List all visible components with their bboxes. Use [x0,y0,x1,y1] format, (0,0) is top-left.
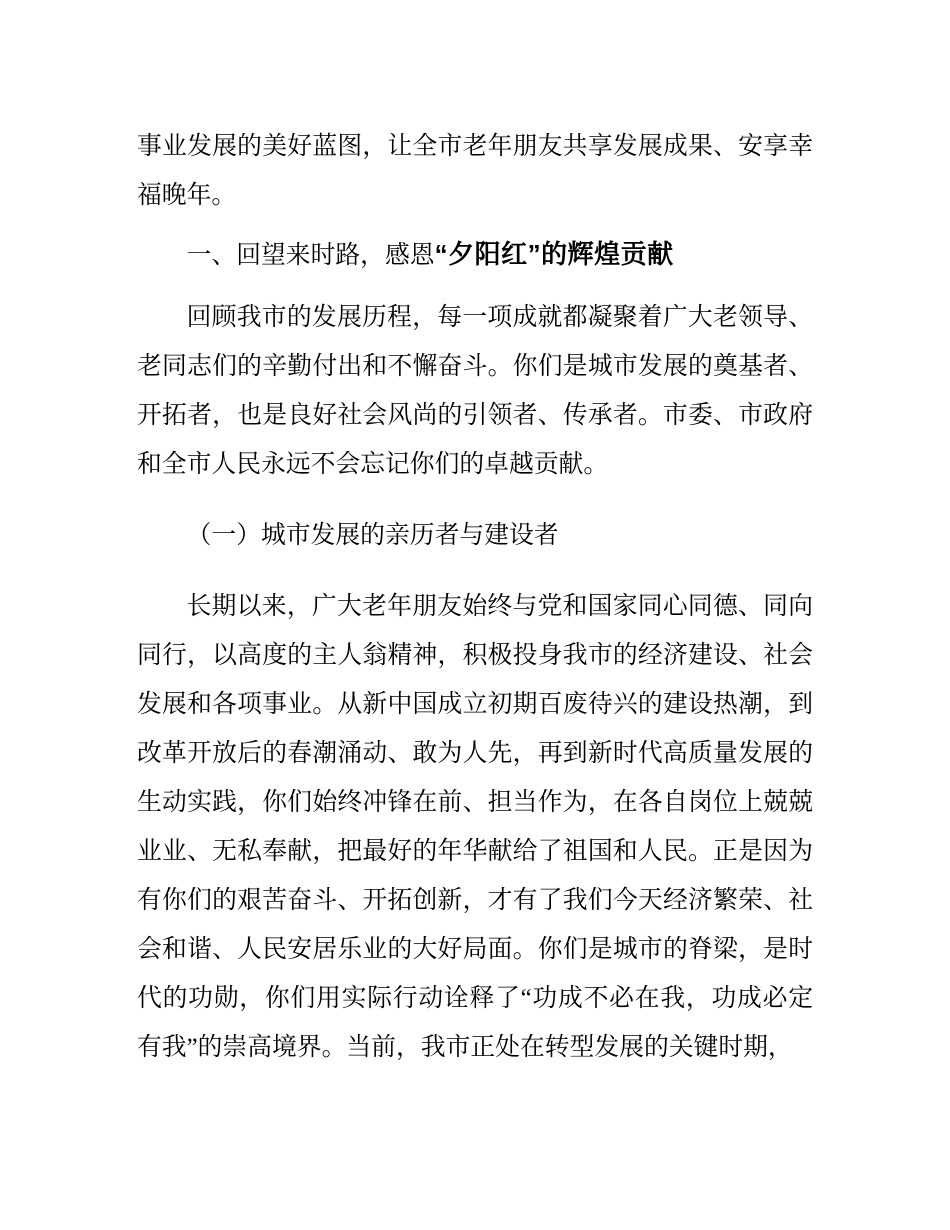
section-heading-1-normal-text: 一、回望来时路，感恩 [186,242,435,269]
section-heading-1-bold-text: “夕阳红”的辉煌贡献 [434,239,674,269]
paragraph-continuation: 事业发展的美好蓝图，让全市老年朋友共享发展成果、安享幸福晚年。 [137,133,813,209]
paragraph-review: 回顾我市的发展历程，每一项成就都凝聚着广大老领导、老同志们的辛勤付出和不懈奋斗。你们是城市发展的奠基者、开拓者，也是良好社会风尚的引领者、传承者。市委、市政府和全市人民永远不会忘记你们的卓越贡献。 [137,304,813,478]
section-heading-1 [137,230,813,280]
subsection-heading-1: （一）城市发展的亲历者与建设者 [186,522,559,549]
paragraph-contribution: 长期以来，广大老年朋友始终与党和国家同心同德、同向同行，以高度的主人翁精神，积极投身我市的经济建设、社会发展和各项事业。从新中国成立初期百废待兴的建设热潮，到改革开放后的春潮涌动、敢为人先，再到新时代高质量发展的生动实践，你们始终冲锋在前、担当作为，在各自岗位上兢兢业业、无私奉献，把最好的年华献给了祖国和人民。正是因为有你们的艰苦奋斗、开拓创新，才有了我们今天经济繁荣、社会和谐、人民安居乐业的大好局面。你们是城市的脊梁，是时代的功勋，你们用实际行动诠释了“功成不必在我，功成必定有我”的崇高境界。当前，我市正处在转型发展的关键时期， [137,593,813,1061]
